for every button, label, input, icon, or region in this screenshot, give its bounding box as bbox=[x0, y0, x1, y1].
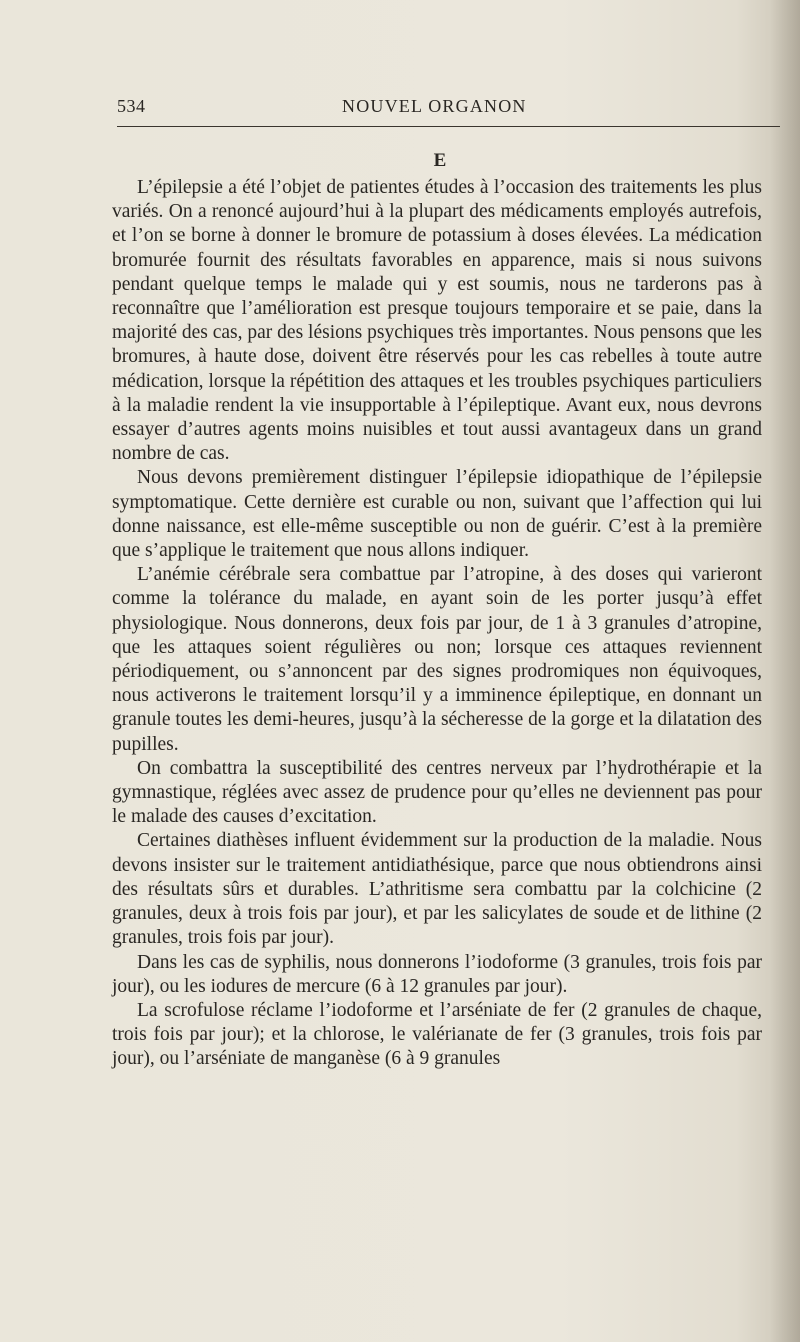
paragraph: La scrofulose réclame l’iodoforme et l’arséniate de fer (2 granules de chaque, trois fois par jour); et la chlorose, le valérianate de fer (3 granules, trois fois par jour), ou l’arséniate de manganèse (6 à 9 granules bbox=[112, 999, 762, 1070]
running-title: NOUVEL ORGANON bbox=[342, 96, 527, 116]
body-text bbox=[112, 176, 762, 1072]
paragraph: Certaines diathèses influent évidemment sur la production de la maladie. Nous devons insister sur le traitement antidiathésique, parce que nous obtiendrons ainsi des résultats sûrs et durables. L’athritisme sera combattu par la colchicine (2 granules, deux à trois fois par jour), et par les salicylates de soude et de lithine (2 granules, trois fois par jour). bbox=[112, 830, 762, 949]
page-edge-shadow bbox=[770, 0, 800, 1342]
header-rule bbox=[117, 126, 780, 127]
running-header bbox=[117, 96, 781, 122]
paragraph: Nous devons premièrement distinguer l’épilepsie idiopathique de l’épilepsie symptomatique. Cette dernière est curable ou non, suivant que l’affection qui lui donne naissance, est elle-même susceptible ou non de guérir. C’est à la première que s’applique le traitement que nous allons indiquer. bbox=[112, 467, 762, 562]
paragraph: L’anémie cérébrale sera combattue par l’atropine, à des doses qui varieront comme la tolérance du malade, en ayant soin de les porter jusqu’à effet physiologique. Nous donnerons, deux fois par jour, de 1 à 3 granules d’atropine, que les attaques soient régulières ou non; lorsque ces attaques reviennent périodiquement, ou s’annoncent par des signes prodromiques non équivoques, nous activerons le traitement lorsqu’il y a imminence épileptique, en donnant un granule toutes les demi-heures, jusqu’à la sécheresse de la gorge et la dilatation des pupilles. bbox=[112, 564, 762, 755]
paragraph: Dans les cas de syphilis, nous donnerons l’iodoforme (3 granules, trois fois par jour), ou les iodures de mercure (6 à 12 granules par jour). bbox=[112, 951, 762, 997]
section-heading: E bbox=[433, 150, 447, 171]
paragraph: On combattra la susceptibilité des centres nerveux par l’hydrothérapie et la gymnastique, réglées avec assez de prudence pour qu’elles ne deviennent pas pour le malade des causes d’excitation. bbox=[112, 757, 762, 828]
paragraph: L’épilepsie a été l’objet de patientes études à l’occasion des traitements les plus variés. On a renoncé aujourd’hui à la plupart des médicaments employés autrefois, et l’on se borne à donner le bromure de potassium à doses élevées. La médication bromurée fournit des résultats favorables en apparence, mais si nous suivons pendant quelque temps le malade qui y est soumis, nous ne tarderons pas à reconnaître que l’amélioration est presque toujours temporaire et se paie, dans la majorité des cas, par des lésions psychiques très importantes. Nous pensons que les bromures, à haute dose, doivent être réservés pour les cas rebelles à toute autre médication, lorsque la répétition des attaques et les troubles psychiques particuliers à la maladie rendent la vie insupportable à l’épileptique. Avant eux, nous devrons essayer d’autres agents moins nuisibles et tout aussi avantageux dans un grand nombre de cas. bbox=[112, 177, 762, 465]
page-number: 534 bbox=[117, 96, 146, 116]
